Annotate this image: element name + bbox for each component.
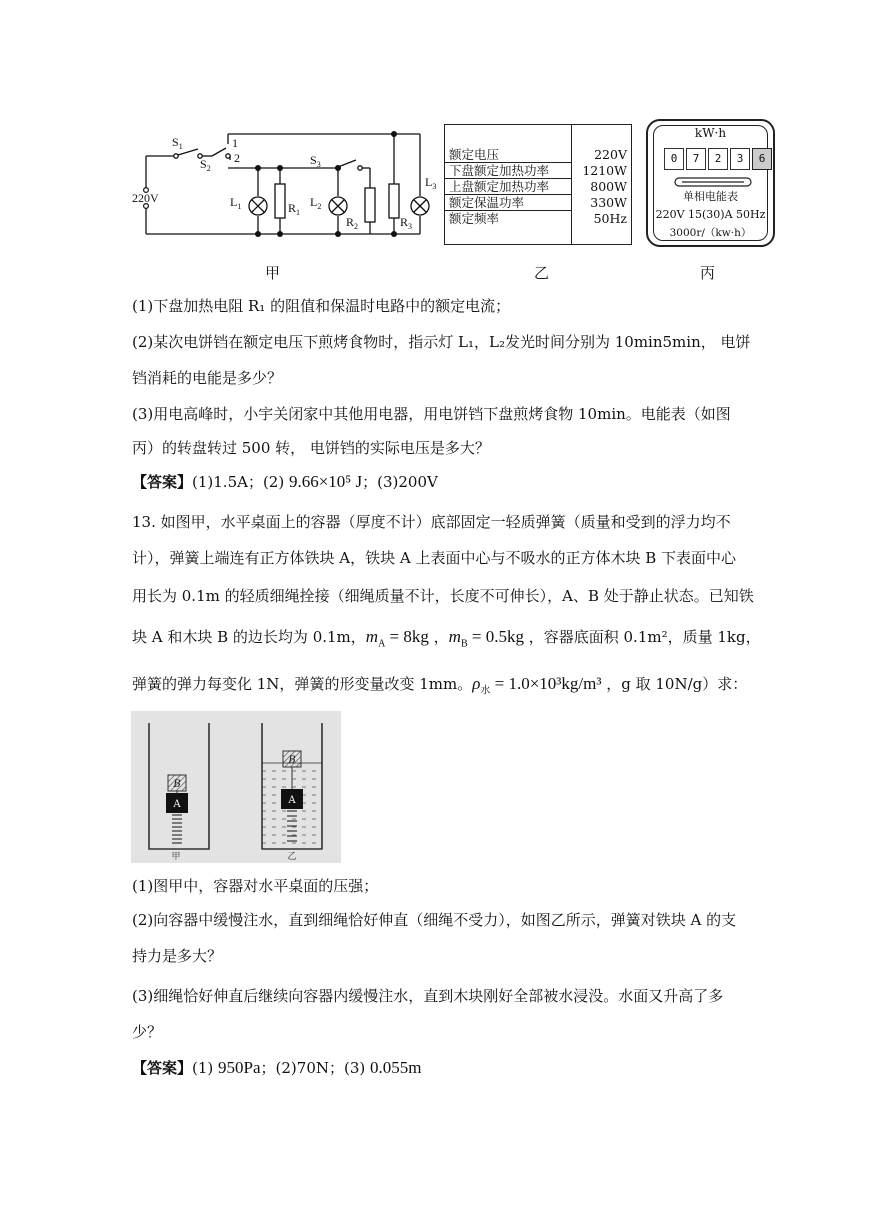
spec-label: 额定保温功率 [445, 195, 571, 211]
s3-label: $S_3$ [310, 153, 321, 169]
electricity-meter [646, 119, 775, 247]
q13-part2-line2: 持力是多大？ [132, 947, 223, 965]
spec-table [445, 147, 631, 226]
l1-label: $L_1$ [230, 195, 242, 211]
answer-label: 【答案】 [132, 1059, 193, 1077]
spec-value: 1210W [582, 163, 627, 178]
l2-label: $L_2$ [310, 195, 322, 211]
l3-label: $L_3$ [425, 175, 437, 191]
q13-line3: 用长为 0.1m 的轻质细绳拴接（细绳质量不计，长度不可伸长），A、B 处于静止状态。已知铁 [132, 587, 754, 605]
circuit-diagram [130, 120, 440, 250]
block-a-label: A [288, 795, 296, 806]
q12-answer [132, 472, 742, 492]
answer-text: ；(3)200V [362, 473, 438, 491]
q13-answer: 【答案】(1) 950Pa；(2)70N；(3) 0.055m [132, 1058, 422, 1077]
meter-digit: 2 [708, 148, 728, 170]
voltage-label: 220V [132, 191, 159, 205]
block-b-label: B [288, 755, 296, 766]
q12-part1: (1)下盘加热电阻 R₁ 的阻值和保温时电路中的额定电流； [132, 297, 511, 315]
r3-label: $R_3$ [400, 215, 413, 231]
photo-label-jia: 甲 [171, 852, 181, 862]
q13-part1: (1)图甲中，容器对水平桌面的压强； [132, 877, 379, 895]
meter-rotor-window [674, 176, 752, 188]
spec-row [445, 147, 631, 163]
answer-value-1: 950Pa [218, 1058, 261, 1077]
q12-part3-line2: 丙）的转盘转过 500 转， 电饼铛的实际电压是多大？ [132, 439, 490, 457]
spec-row [445, 179, 631, 195]
meter-rating: 220V 15(30)A 50Hz [655, 208, 766, 221]
meter-digit: 6 [752, 148, 772, 170]
spec-column-divider [571, 125, 572, 244]
block-a-label: A [173, 799, 181, 810]
spec-label: 下盘额定加热功率 [445, 163, 571, 179]
container-photo [131, 711, 341, 863]
photo-label-yi: 乙 [287, 852, 297, 862]
figure-bing-label: 丙 [700, 264, 716, 282]
r2-label: $R_2$ [346, 215, 359, 231]
q13-line1: 13. 如图甲，水平桌面上的容器（厚度不计）底部固定一轻质弹簧（质量和受到的浮力均不 [132, 513, 731, 531]
meter-digit: 0 [664, 148, 684, 170]
spec-value: 220V [594, 147, 627, 163]
q12-part2-line2: 铛消耗的电能是多少？ [132, 369, 283, 387]
spec-label: 额定频率 [449, 211, 500, 226]
contact-2-label: 2 [234, 151, 240, 165]
meter-digit: 7 [686, 148, 706, 170]
spec-table-box [444, 124, 632, 245]
s2-label: $S_2$ [200, 157, 211, 173]
spec-row [445, 195, 631, 211]
figure-yi-label: 乙 [534, 264, 550, 282]
spec-value: 800W [590, 179, 627, 194]
q13-line2: 计），弹簧上端连有正方体铁块 A，铁块 A 上表面中心与不吸水的正方体木块 B 下表面中心 [132, 549, 737, 567]
meter-digits [664, 147, 774, 170]
answer-label: 【答案】 [132, 473, 193, 491]
answer-value-3: 0.055m [370, 1058, 422, 1077]
spec-row [445, 211, 631, 227]
meter-digit: 3 [730, 148, 750, 170]
contact-1-label: 1 [232, 136, 238, 150]
spec-value: 50Hz [593, 210, 627, 226]
q12-part2-line1: (2)某次电饼铛在额定电压下煎烤食物时，指示灯 L₁，L₂发光时间分别为 10min5min， 电饼 [132, 333, 751, 351]
s1-label: $S_1$ [172, 135, 183, 151]
q13-line4: 块 A 和木块 B 的边长均为 0.1m，$m_A = 8kg$ ，$m_B = 0.5kg$ ，容器底面积 0.1m²，质量 1kg， [132, 627, 761, 650]
spec-row [445, 163, 631, 179]
q13-part2-line1: (2)向容器中缓慢注水，直到细绳恰好伸直（细绳不受力），如图乙所示，弹簧对铁块 A 的支 [132, 911, 737, 929]
answer-text: (1)1.5A；(2) [192, 473, 289, 491]
spec-label: 额定电压 [445, 147, 571, 163]
r1-label: $R_1$ [288, 201, 301, 217]
q13-part3-line1: (3)细绳恰好伸直后继续向容器内缓慢注水，直到木块刚好全部被水浸没。水面又升高了多 [132, 987, 724, 1005]
spec-label: 上盘额定加热功率 [445, 179, 571, 195]
spec-value: 330W [590, 195, 627, 210]
meter-name: 单相电能表 [683, 190, 738, 203]
q13-part3-line2: 少？ [132, 1023, 163, 1041]
figure-jia-label: 甲 [265, 264, 281, 282]
q12-part3-line1: (3)用电高峰时，小宇关闭家中其他用电器，用电饼铛下盘煎烤食物 10min。电能表（如图 [132, 405, 731, 423]
meter-constant: 3000r/（kw·h） [669, 227, 752, 239]
answer-formula: 9.66×10⁵ J [288, 472, 363, 491]
block-b-label: B [173, 779, 181, 790]
meter-unit: kW·h [694, 126, 727, 140]
q13-line5: 弹簧的弹力每变化 1N，弹簧的形变量改变 1mm。$\rho_水 = 1.0\times 10^3kg/m^3$ ，g 取 10N/g）求： [132, 674, 748, 697]
